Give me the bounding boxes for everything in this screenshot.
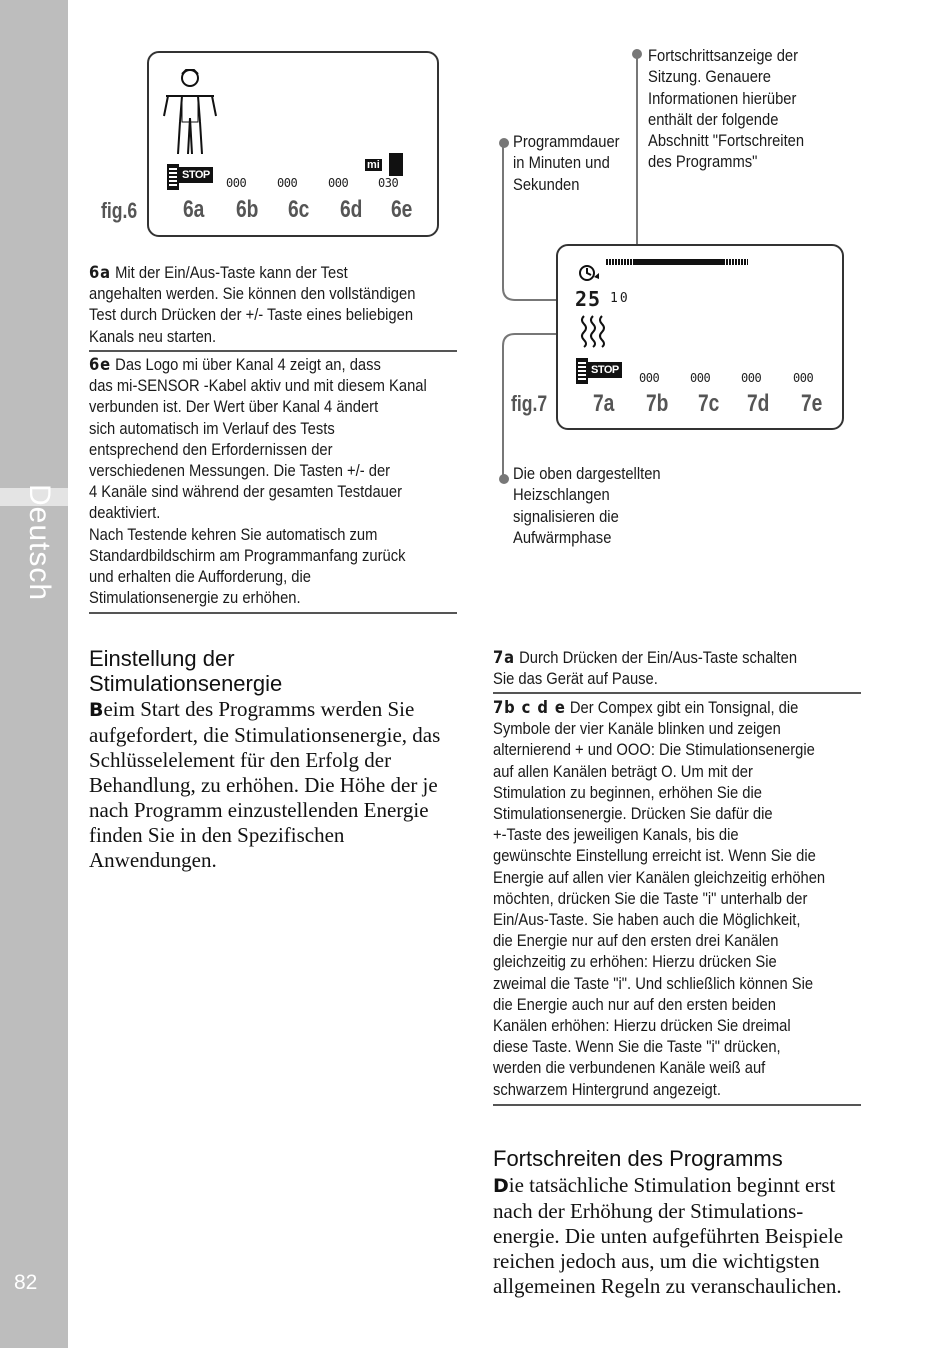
fig6-sub-e: 6e (391, 196, 413, 223)
section-body-energy: Beim Start des Programms werden Sie aufgefordert, die Stimulationsenergie, das Schlüsselelement für den Erfolg der Behandlung, zu erhöhen. Die Höhe der je nach Programm einzustellenden Energie finden Sie in den Spezifischen Anwendungen. (89, 697, 441, 872)
channel-4-value: 000 (793, 371, 814, 385)
fig6-sub-c: 6c (288, 196, 310, 223)
callout-heat: Die oben dargestellten Heizschlangen signalisieren die Aufwärmphase (513, 465, 661, 547)
callout-dot (499, 474, 509, 484)
key-6e: 6e (89, 355, 112, 374)
fig6-sub-b: 6b (236, 196, 259, 223)
fig6-label: fig.6 (101, 198, 138, 223)
para-7bcde: 7b c d e Der Compex gibt ein Tonsignal, die Symbole der vier Kanäle blinken und zeigen alternierend + und OOO: Die Stimulationsenergie auf allen Kanälen beträgt O. Um mit der Stimulation zu beginnen, erhöhen Sie die Stimulationsenergie. Drücken Sie dafür die +-Taste des jeweiligen Kanals, bis die gewünschte Einstellung erreicht ist. Wenn Sie die Energie auf allen vier Kanälen gleichzeitig erhöhen möchten, drücken Sie die Taste "i" unterhalb der Ein/Aus-Taste. Sie haben auch die Möglichkeit, die Energie nur auf den ersten drei Kanälen gleichzeitig zu erhöhen: Hierzu drücken Sie zweimal die Taste "i". Und schließlich können Sie die Energie auch nur auf den ersten beiden Kanälen erhöhen: Hierzu drücken Sie dreimal diese Taste. Wenn Sie die Taste "i" drücken, werden die verbundenen Kanäle weiß auf schwarzem Hintergrund angezeigt. (493, 698, 826, 1099)
divider (89, 350, 457, 352)
fig7-sub-e: 7e (801, 390, 823, 417)
channel-1-value: 000 (639, 371, 660, 385)
channel-1-value: 000 (226, 176, 247, 190)
language-label: Deutsch (23, 484, 56, 602)
mi-level-bar (389, 153, 403, 176)
para-6a: 6a Mit der Ein/Aus-Taste kann der Test angehalten werden. Sie können den vollständigen Test durch Drücken der +/- Taste eines beliebigen Kanals neu starten. (89, 263, 416, 346)
progress-fill (635, 259, 725, 265)
divider (493, 692, 861, 694)
callout-line (636, 56, 638, 260)
stop-indicator: STOP (588, 362, 622, 378)
callout-duration: Programmdauer in Minuten und Sekunden (513, 133, 620, 194)
key-7a: 7a (493, 648, 516, 667)
page-number: 82 (14, 1271, 38, 1294)
key-6a: 6a (89, 263, 112, 282)
channel-2-value: 000 (277, 176, 298, 190)
sidebar (0, 0, 68, 1348)
channel-2-value: 000 (690, 371, 711, 385)
fig6-sub-a: 6a (183, 196, 205, 223)
section-heading-energy: Einstellung der Stimulationsenergie (89, 646, 283, 696)
heating-coil-icon (578, 314, 612, 348)
battery-icon (576, 358, 588, 384)
clock-icon (577, 263, 601, 283)
channel-4-value: 030 (378, 176, 399, 190)
duration-minutes: 25 (575, 287, 602, 311)
body-figure-icon (160, 66, 220, 158)
fig7-label: fig.7 (511, 391, 548, 416)
para-6e: 6e Das Logo mi über Kanal 4 zeigt an, dass das mi-SENSOR -Kabel aktiv und mit diesem Kanal verbunden ist. Der Wert über Kanal 4 ändert sich automatisch im Verlauf des Tests entsprechend den Erfordernissen der verschiedenen Messungen. Die Tasten +/- der 4 Kanäle sind während der gesamten Testdauer deaktiviert. Nach Testende kehren Sie automatisch zum Standardbildschirm am Programmanfang zurück und erhalten die Aufforderung, die Stimulationsenergie zu erhöhen. (89, 355, 427, 608)
key-7bcde: 7b c d e (493, 698, 566, 717)
fig7-sub-b: 7b (646, 390, 669, 417)
mi-logo-icon: mi (367, 159, 380, 171)
para-7a: 7a Durch Drücken der Ein/Aus-Taste schalten Sie das Gerät auf Pause. (493, 648, 798, 689)
section-body-progress: Die tatsächliche Stimulation beginnt erst nach der Erhöhung der Stimulations- energie. Die unten aufgeführten Beispiele reichen jedoch aus, um die wichtigsten allgemeinen Regeln zu veranschaulichen. (493, 1173, 844, 1298)
channel-3-value: 000 (328, 176, 349, 190)
fig7-sub-c: 7c (698, 390, 720, 417)
battery-icon (167, 164, 179, 190)
fig7-sub-d: 7d (747, 390, 770, 417)
divider (89, 612, 457, 614)
divider (493, 1104, 861, 1106)
section-heading-progress: Fortschreiten des Programms (493, 1146, 783, 1171)
channel-3-value: 000 (741, 371, 762, 385)
duration-seconds: 10 (610, 291, 630, 306)
fig6-sub-d: 6d (340, 196, 363, 223)
stop-indicator: STOP (179, 167, 213, 183)
fig7-sub-a: 7a (593, 390, 615, 417)
callout-progress: Fortschrittsanzeige der Sitzung. Genauere Informationen hierüber enthält der folgende Abschnitt "Fortschreiten des Programms" (648, 47, 805, 172)
